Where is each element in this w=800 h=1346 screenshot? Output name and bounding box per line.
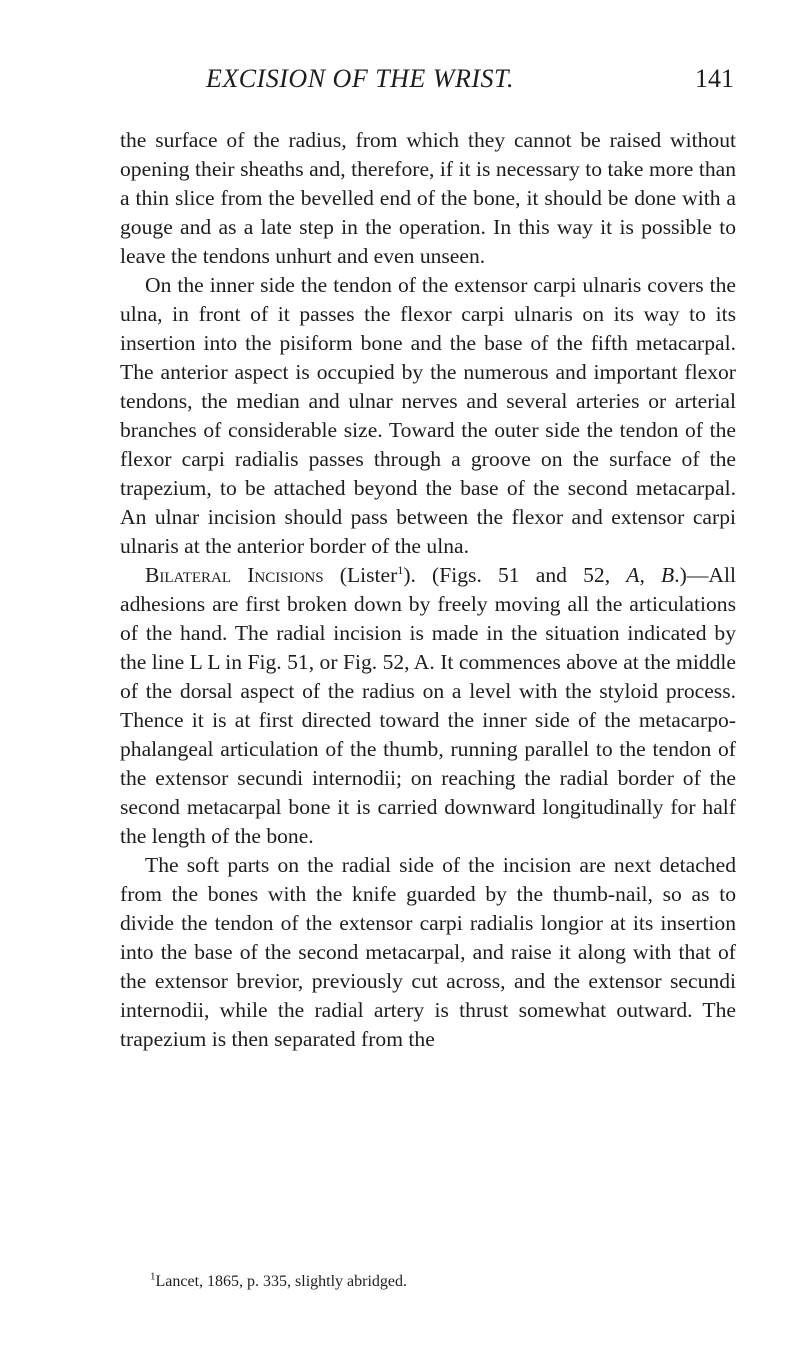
- paragraph-inner-side: On the inner side the tendon of the extensor carpi ulnaris covers the ulna, in front of it passes the flexor carpi ulnaris on its way to its insertion into the pisiform bone and the base of the fifth metacarpal. The anterior aspect is occupied by the numerous and important flexor tendons, the median and ulnar nerves and several arteries or arterial branches of considerable size. Toward the outer side the tendon of the flexor carpi radialis passes through a groove on the surface of the trapezium, to be attached beyond the base of the second metacarpal. An ulnar incision should pass between the flexor and extensor carpi ulnaris at the anterior border of the ulna.: [120, 273, 736, 558]
- paragraph-body: .)—All adhesions are first broken down by freely moving all the articulations of the hand. The radial incision is made in the situation indicated by the line L L in Fig. 51, or Fig. 52, A. It commences above at the middle of the dorsal aspect of the radius on a level with the styloid process. Thence it is at first directed toward the inner side of the metacarpo-phalangeal articulation of the thumb, running parallel to the tendon of the extensor secundi internodii; on reaching the radial border of the second metacarpal bone it is carried downward longitudinally for half the length of the bone.: [120, 563, 736, 848]
- heading-author: (Lister: [339, 563, 398, 587]
- section-heading: Bilateral Incisions: [145, 563, 324, 587]
- figure-separator: ,: [639, 563, 662, 587]
- paragraph-continued: the surface of the radius, from which they cannot be raised without opening their sheaths and, therefore, if it is necessary to take more than a thin slice from the bevelled end of the bone, it should be done with a gouge and as a late step in the operation. In this way it is possible to leave the tendons unhurt and even unseen.: [120, 128, 736, 268]
- footnote-mark: 1: [150, 1270, 156, 1283]
- footnote: [150, 1272, 730, 1292]
- page-number: 141: [695, 64, 734, 93]
- running-title: EXCISION OF THE WRIST.: [206, 64, 515, 93]
- figure-letter-a: A: [626, 563, 640, 587]
- figure-reference: ). (Figs. 51 and 52,: [403, 563, 627, 587]
- footnote-reference: 1: [397, 562, 404, 577]
- running-head: [120, 64, 780, 104]
- paragraph-soft-parts: The soft parts on the radial side of the incision are next detached from the bones with the knife guarded by the thumb-nail, so as to divide the tendon of the extensor carpi radialis longior at its insertion into the base of the second metacarpal, and raise it along with that of the extensor brevior, previously cut across, and the extensor secundi internodii, while the radial artery is thrust somewhat outward. The trapezium is then separated from the: [120, 853, 736, 1051]
- figure-letter-b: B: [661, 563, 675, 587]
- paragraph-bilateral-incisions: [120, 561, 736, 851]
- body-text: [120, 126, 736, 1054]
- footnote-text: Lancet, 1865, p. 335, slightly abridged.: [155, 1273, 408, 1290]
